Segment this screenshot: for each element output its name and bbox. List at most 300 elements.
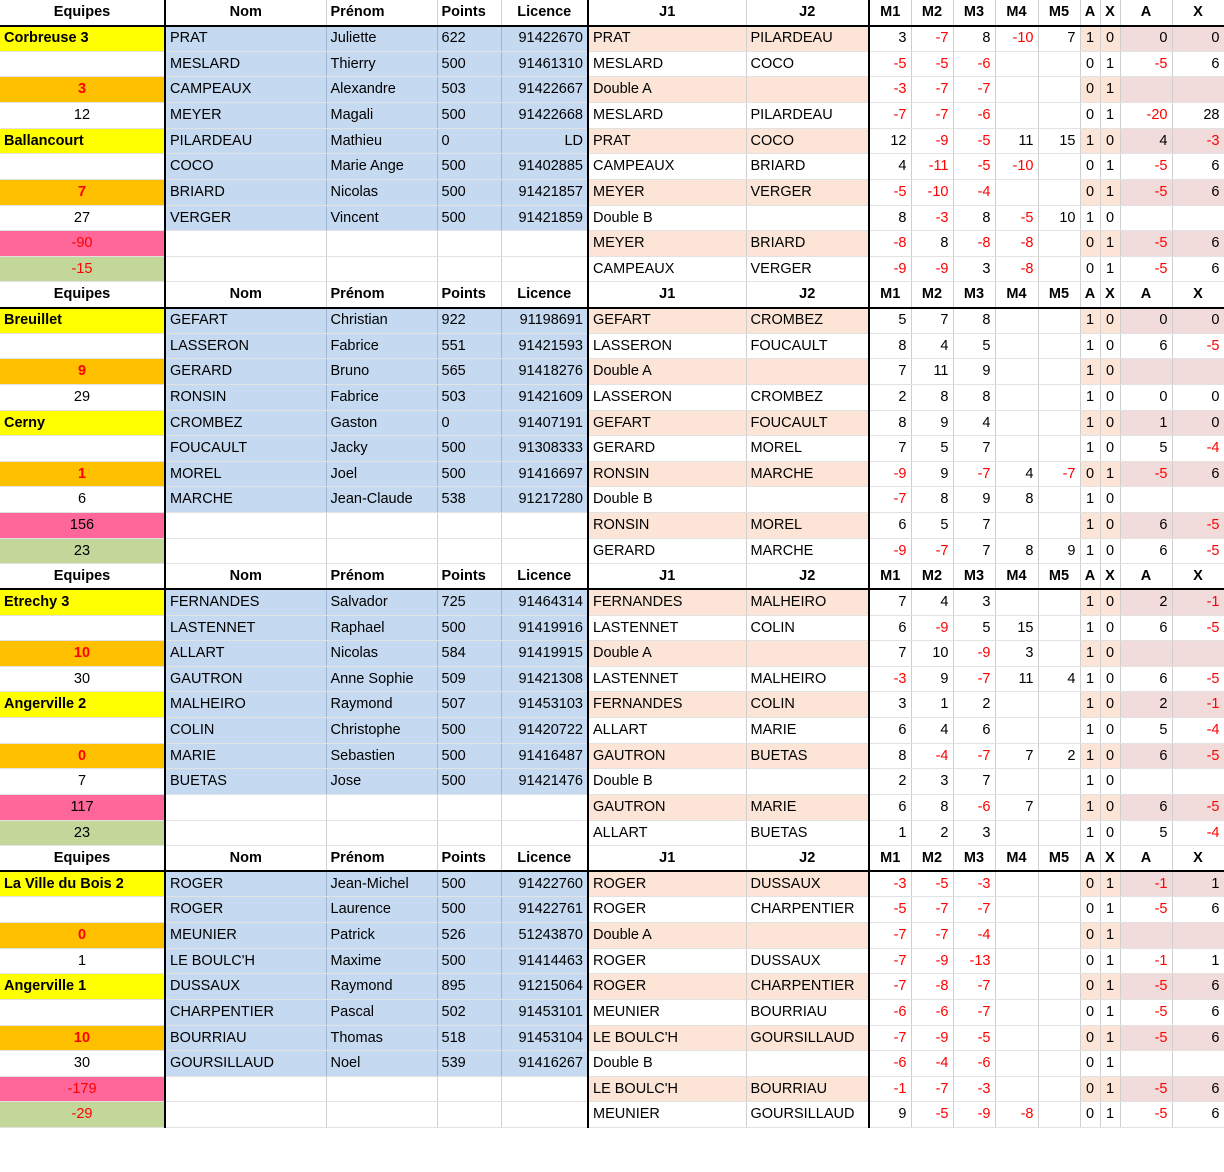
- match-x: 0: [1100, 589, 1120, 615]
- match-m5: [1038, 820, 1080, 846]
- match-a: 0: [1080, 1102, 1100, 1128]
- match-j2: [746, 1051, 869, 1077]
- match-j1: Double A: [588, 923, 746, 949]
- column-header-x2: X: [1172, 282, 1224, 308]
- column-header-points: Points: [437, 564, 501, 590]
- match-x: 0: [1100, 410, 1120, 436]
- player-licence: 91416697: [501, 461, 588, 487]
- match-j2: [746, 487, 869, 513]
- table-row: [0, 769, 1224, 795]
- match-j1: GEFART: [588, 410, 746, 436]
- match-j2: FOUCAULT: [746, 410, 869, 436]
- blank: [501, 256, 588, 282]
- match-m3: -3: [953, 871, 995, 897]
- player-points: 725: [437, 589, 501, 615]
- table-row: [0, 487, 1224, 513]
- team-total: 12: [0, 103, 165, 129]
- team-score: 10: [0, 1025, 165, 1051]
- match-j2: PILARDEAU: [746, 103, 869, 129]
- match-m1: 9: [869, 1102, 911, 1128]
- match-m1: 2: [869, 384, 911, 410]
- match-j1: GAUTRON: [588, 743, 746, 769]
- match-m1: 1: [869, 820, 911, 846]
- column-header-nom: Nom: [165, 564, 326, 590]
- match-j1: GEFART: [588, 308, 746, 334]
- player-licence: 91453103: [501, 692, 588, 718]
- player-points: 895: [437, 974, 501, 1000]
- column-header-j1: J1: [588, 846, 746, 872]
- player-nom: CHARPENTIER: [165, 999, 326, 1025]
- match-m2: 8: [911, 231, 953, 257]
- blank: [165, 794, 326, 820]
- match-m3: 2: [953, 692, 995, 718]
- player-nom: BRIARD: [165, 179, 326, 205]
- match-a: 1: [1080, 641, 1100, 667]
- player-prenom: Magali: [326, 103, 437, 129]
- blank: [326, 538, 437, 564]
- match-m1: 3: [869, 26, 911, 52]
- player-licence: 51243870: [501, 923, 588, 949]
- player-licence: 91416487: [501, 743, 588, 769]
- match-j1: LASTENNET: [588, 666, 746, 692]
- match-m3: -7: [953, 974, 995, 1000]
- player-points: 500: [437, 436, 501, 462]
- table-row: [0, 436, 1224, 462]
- table-row: [0, 513, 1224, 539]
- table-row: [0, 1051, 1224, 1077]
- match-m5: [1038, 923, 1080, 949]
- table-row: [0, 179, 1224, 205]
- match-j1: PRAT: [588, 128, 746, 154]
- column-header-equipes: Equipes: [0, 282, 165, 308]
- table-row: [0, 820, 1224, 846]
- match-m3: -7: [953, 77, 995, 103]
- team-total: 30: [0, 1051, 165, 1077]
- blank: [437, 820, 501, 846]
- player-prenom: Bruno: [326, 359, 437, 385]
- match-a2: -20: [1120, 103, 1172, 129]
- column-header-m1: M1: [869, 282, 911, 308]
- match-j2: BRIARD: [746, 154, 869, 180]
- table-row: [0, 359, 1224, 385]
- match-a: 0: [1080, 51, 1100, 77]
- team-score: 0: [0, 743, 165, 769]
- match-m5: [1038, 410, 1080, 436]
- match-j1: Double B: [588, 769, 746, 795]
- match-m1: -7: [869, 923, 911, 949]
- match-j1: Double B: [588, 205, 746, 231]
- column-header-x2: X: [1172, 0, 1224, 26]
- column-header-j2: J2: [746, 0, 869, 26]
- blank: [0, 999, 165, 1025]
- match-m4: -8: [995, 1102, 1038, 1128]
- match-x2: [1172, 77, 1224, 103]
- match-m2: -11: [911, 154, 953, 180]
- match-a2: 2: [1120, 589, 1172, 615]
- match-x2: [1172, 359, 1224, 385]
- match-a2: 6: [1120, 333, 1172, 359]
- match-j1: Double A: [588, 641, 746, 667]
- player-licence: 91414463: [501, 948, 588, 974]
- match-j1: GERARD: [588, 436, 746, 462]
- column-header-a: A: [1080, 846, 1100, 872]
- match-x: 1: [1100, 871, 1120, 897]
- match-m1: 8: [869, 205, 911, 231]
- match-m4: [995, 333, 1038, 359]
- match-m5: [1038, 77, 1080, 103]
- match-j2: [746, 205, 869, 231]
- match-m1: -7: [869, 103, 911, 129]
- column-header-m5: M5: [1038, 846, 1080, 872]
- match-m3: -7: [953, 461, 995, 487]
- match-m3: -5: [953, 154, 995, 180]
- match-m3: 7: [953, 769, 995, 795]
- match-a2: 0: [1120, 26, 1172, 52]
- match-m3: -6: [953, 51, 995, 77]
- player-points: 507: [437, 692, 501, 718]
- column-header-a2: A: [1120, 846, 1172, 872]
- player-licence: 91215064: [501, 974, 588, 1000]
- blank: [0, 154, 165, 180]
- team-name: Breuillet: [0, 308, 165, 334]
- match-j1: ALLART: [588, 820, 746, 846]
- match-m3: 4: [953, 410, 995, 436]
- blank: [501, 1102, 588, 1128]
- match-j1: Double B: [588, 1051, 746, 1077]
- blank: [165, 538, 326, 564]
- player-prenom: Thomas: [326, 1025, 437, 1051]
- match-x2: -4: [1172, 820, 1224, 846]
- match-j2: COCO: [746, 128, 869, 154]
- match-a: 1: [1080, 26, 1100, 52]
- match-x: 1: [1100, 948, 1120, 974]
- match-m2: 3: [911, 769, 953, 795]
- match-m4: -8: [995, 231, 1038, 257]
- column-header-nom: Nom: [165, 282, 326, 308]
- match-a: 0: [1080, 179, 1100, 205]
- match-x: 0: [1100, 743, 1120, 769]
- player-nom: MALHEIRO: [165, 692, 326, 718]
- table-row: [0, 615, 1224, 641]
- table-row: [0, 51, 1224, 77]
- column-header-points: Points: [437, 0, 501, 26]
- match-m4: [995, 718, 1038, 744]
- blank: [501, 538, 588, 564]
- player-prenom: Pascal: [326, 999, 437, 1025]
- match-m1: 7: [869, 641, 911, 667]
- match-m5: [1038, 1051, 1080, 1077]
- match-m5: 9: [1038, 538, 1080, 564]
- match-a2: -5: [1120, 999, 1172, 1025]
- team-total: 27: [0, 205, 165, 231]
- match-j2: COLIN: [746, 692, 869, 718]
- match-x2: -5: [1172, 333, 1224, 359]
- match-x: 1: [1100, 1076, 1120, 1102]
- match-j1: RONSIN: [588, 461, 746, 487]
- match-x2: 0: [1172, 384, 1224, 410]
- player-licence: 91418276: [501, 359, 588, 385]
- match-m4: 8: [995, 538, 1038, 564]
- match-x: 1: [1100, 1025, 1120, 1051]
- match-m3: -5: [953, 1025, 995, 1051]
- match-m1: 4: [869, 154, 911, 180]
- match-a: 1: [1080, 820, 1100, 846]
- pink-total: -90: [0, 231, 165, 257]
- player-licence: 91421857: [501, 179, 588, 205]
- match-m2: 10: [911, 641, 953, 667]
- match-m5: [1038, 999, 1080, 1025]
- match-x: 0: [1100, 436, 1120, 462]
- player-prenom: Jean-Claude: [326, 487, 437, 513]
- match-a: 0: [1080, 461, 1100, 487]
- match-m4: [995, 436, 1038, 462]
- player-nom: MARIE: [165, 743, 326, 769]
- match-m1: 8: [869, 743, 911, 769]
- column-header-j1: J1: [588, 0, 746, 26]
- match-m5: 15: [1038, 128, 1080, 154]
- match-m5: [1038, 769, 1080, 795]
- player-nom: VERGER: [165, 205, 326, 231]
- table-row: [0, 308, 1224, 334]
- match-a2: -5: [1120, 179, 1172, 205]
- player-licence: 91422761: [501, 897, 588, 923]
- player-points: 500: [437, 205, 501, 231]
- match-m3: 8: [953, 308, 995, 334]
- player-licence: 91453101: [501, 999, 588, 1025]
- table-row: [0, 923, 1224, 949]
- match-m4: 4: [995, 461, 1038, 487]
- blank: [326, 1102, 437, 1128]
- match-m1: 7: [869, 589, 911, 615]
- match-m1: -7: [869, 1025, 911, 1051]
- column-header-prenom: Prénom: [326, 846, 437, 872]
- player-points: 500: [437, 769, 501, 795]
- player-points: 0: [437, 410, 501, 436]
- player-points: 500: [437, 871, 501, 897]
- match-a: 1: [1080, 333, 1100, 359]
- header-row: [0, 564, 1224, 590]
- player-prenom: Patrick: [326, 923, 437, 949]
- player-prenom: Nicolas: [326, 179, 437, 205]
- blank: [165, 1076, 326, 1102]
- match-x: 0: [1100, 820, 1120, 846]
- match-m2: -5: [911, 1102, 953, 1128]
- team-total: 29: [0, 384, 165, 410]
- column-header-x: X: [1100, 846, 1120, 872]
- table-row: [0, 1025, 1224, 1051]
- player-points: 509: [437, 666, 501, 692]
- table-row: [0, 103, 1224, 129]
- table-row: [0, 154, 1224, 180]
- match-m1: 12: [869, 128, 911, 154]
- blank: [0, 615, 165, 641]
- player-licence: 91217280: [501, 487, 588, 513]
- table-row: [0, 1102, 1224, 1128]
- match-a2: 1: [1120, 410, 1172, 436]
- blank: [326, 820, 437, 846]
- match-m4: [995, 871, 1038, 897]
- match-m4: [995, 1051, 1038, 1077]
- match-m2: -8: [911, 974, 953, 1000]
- match-x2: -5: [1172, 513, 1224, 539]
- player-prenom: Noel: [326, 1051, 437, 1077]
- match-j2: MARCHE: [746, 538, 869, 564]
- team-score: 10: [0, 641, 165, 667]
- player-points: 0: [437, 128, 501, 154]
- match-m4: -5: [995, 205, 1038, 231]
- match-a2: -1: [1120, 948, 1172, 974]
- table-row: [0, 692, 1224, 718]
- match-m3: -4: [953, 923, 995, 949]
- match-j2: COCO: [746, 51, 869, 77]
- match-x: 0: [1100, 384, 1120, 410]
- match-m3: 9: [953, 359, 995, 385]
- column-header-j2: J2: [746, 564, 869, 590]
- match-m2: 11: [911, 359, 953, 385]
- match-j2: GOURSILLAUD: [746, 1025, 869, 1051]
- column-header-m4: M4: [995, 846, 1038, 872]
- player-licence: 91421609: [501, 384, 588, 410]
- match-x2: 1: [1172, 948, 1224, 974]
- match-a2: 6: [1120, 538, 1172, 564]
- match-m2: 7: [911, 308, 953, 334]
- column-header-m5: M5: [1038, 564, 1080, 590]
- player-points: 539: [437, 1051, 501, 1077]
- match-x2: 6: [1172, 974, 1224, 1000]
- match-m3: 7: [953, 436, 995, 462]
- player-nom: LE BOULC'H: [165, 948, 326, 974]
- match-a2: 5: [1120, 718, 1172, 744]
- match-j1: ROGER: [588, 897, 746, 923]
- match-a: 1: [1080, 308, 1100, 334]
- blank: [437, 1102, 501, 1128]
- player-prenom: Thierry: [326, 51, 437, 77]
- match-m5: [1038, 641, 1080, 667]
- match-m4: 7: [995, 743, 1038, 769]
- column-header-x: X: [1100, 282, 1120, 308]
- player-licence: 91464314: [501, 589, 588, 615]
- player-licence: 91422670: [501, 26, 588, 52]
- match-a2: 6: [1120, 666, 1172, 692]
- match-m1: 8: [869, 333, 911, 359]
- player-points: 500: [437, 718, 501, 744]
- match-j1: MESLARD: [588, 51, 746, 77]
- match-m3: -6: [953, 1051, 995, 1077]
- match-m2: -7: [911, 538, 953, 564]
- match-m5: [1038, 51, 1080, 77]
- match-x2: -5: [1172, 615, 1224, 641]
- column-header-x: X: [1100, 564, 1120, 590]
- player-nom: DUSSAUX: [165, 974, 326, 1000]
- table-row: [0, 77, 1224, 103]
- column-header-m3: M3: [953, 0, 995, 26]
- match-a: 1: [1080, 410, 1100, 436]
- match-j1: GERARD: [588, 538, 746, 564]
- match-x: 1: [1100, 1051, 1120, 1077]
- column-header-prenom: Prénom: [326, 564, 437, 590]
- match-a2: -5: [1120, 461, 1172, 487]
- match-m4: [995, 1025, 1038, 1051]
- match-m4: [995, 948, 1038, 974]
- match-a2: 6: [1120, 513, 1172, 539]
- blank: [437, 231, 501, 257]
- table-row: [0, 231, 1224, 257]
- match-x2: -1: [1172, 589, 1224, 615]
- match-a: 1: [1080, 769, 1100, 795]
- match-a: 0: [1080, 77, 1100, 103]
- table-row: [0, 461, 1224, 487]
- blank: [0, 718, 165, 744]
- match-m5: -7: [1038, 461, 1080, 487]
- match-a: 1: [1080, 128, 1100, 154]
- team-name: Cerny: [0, 410, 165, 436]
- player-nom: ALLART: [165, 641, 326, 667]
- table-row: [0, 538, 1224, 564]
- match-j2: BOURRIAU: [746, 1076, 869, 1102]
- match-m3: -13: [953, 948, 995, 974]
- player-points: 500: [437, 461, 501, 487]
- match-x: 0: [1100, 666, 1120, 692]
- player-prenom: Anne Sophie: [326, 666, 437, 692]
- player-licence: 91461310: [501, 51, 588, 77]
- match-m4: 11: [995, 666, 1038, 692]
- match-x2: [1172, 205, 1224, 231]
- player-points: 500: [437, 743, 501, 769]
- match-j2: MARIE: [746, 718, 869, 744]
- match-x2: -4: [1172, 436, 1224, 462]
- player-prenom: Joel: [326, 461, 437, 487]
- match-a: 0: [1080, 897, 1100, 923]
- player-nom: FERNANDES: [165, 589, 326, 615]
- match-m2: 2: [911, 820, 953, 846]
- match-m3: 8: [953, 384, 995, 410]
- player-points: 551: [437, 333, 501, 359]
- table-row: [0, 205, 1224, 231]
- blank: [0, 436, 165, 462]
- match-m3: 3: [953, 820, 995, 846]
- player-licence: 91407191: [501, 410, 588, 436]
- match-m3: -5: [953, 128, 995, 154]
- match-m4: [995, 974, 1038, 1000]
- player-nom: ROGER: [165, 897, 326, 923]
- match-m4: 7: [995, 794, 1038, 820]
- column-header-equipes: Equipes: [0, 564, 165, 590]
- match-m2: 9: [911, 461, 953, 487]
- match-m5: [1038, 359, 1080, 385]
- pink-total: -179: [0, 1076, 165, 1102]
- column-header-m1: M1: [869, 0, 911, 26]
- match-x: 0: [1100, 513, 1120, 539]
- match-x2: 6: [1172, 1102, 1224, 1128]
- match-j1: FERNANDES: [588, 692, 746, 718]
- column-header-m2: M2: [911, 564, 953, 590]
- match-m3: 3: [953, 256, 995, 282]
- match-x2: [1172, 487, 1224, 513]
- match-m2: -5: [911, 51, 953, 77]
- column-header-prenom: Prénom: [326, 282, 437, 308]
- player-points: 622: [437, 26, 501, 52]
- match-j1: FERNANDES: [588, 589, 746, 615]
- match-m1: -5: [869, 51, 911, 77]
- match-a: 0: [1080, 231, 1100, 257]
- column-header-m2: M2: [911, 0, 953, 26]
- table-row: [0, 128, 1224, 154]
- match-m2: 5: [911, 436, 953, 462]
- match-a2: 6: [1120, 743, 1172, 769]
- match-m1: 7: [869, 436, 911, 462]
- match-a: 0: [1080, 103, 1100, 129]
- match-a2: [1120, 77, 1172, 103]
